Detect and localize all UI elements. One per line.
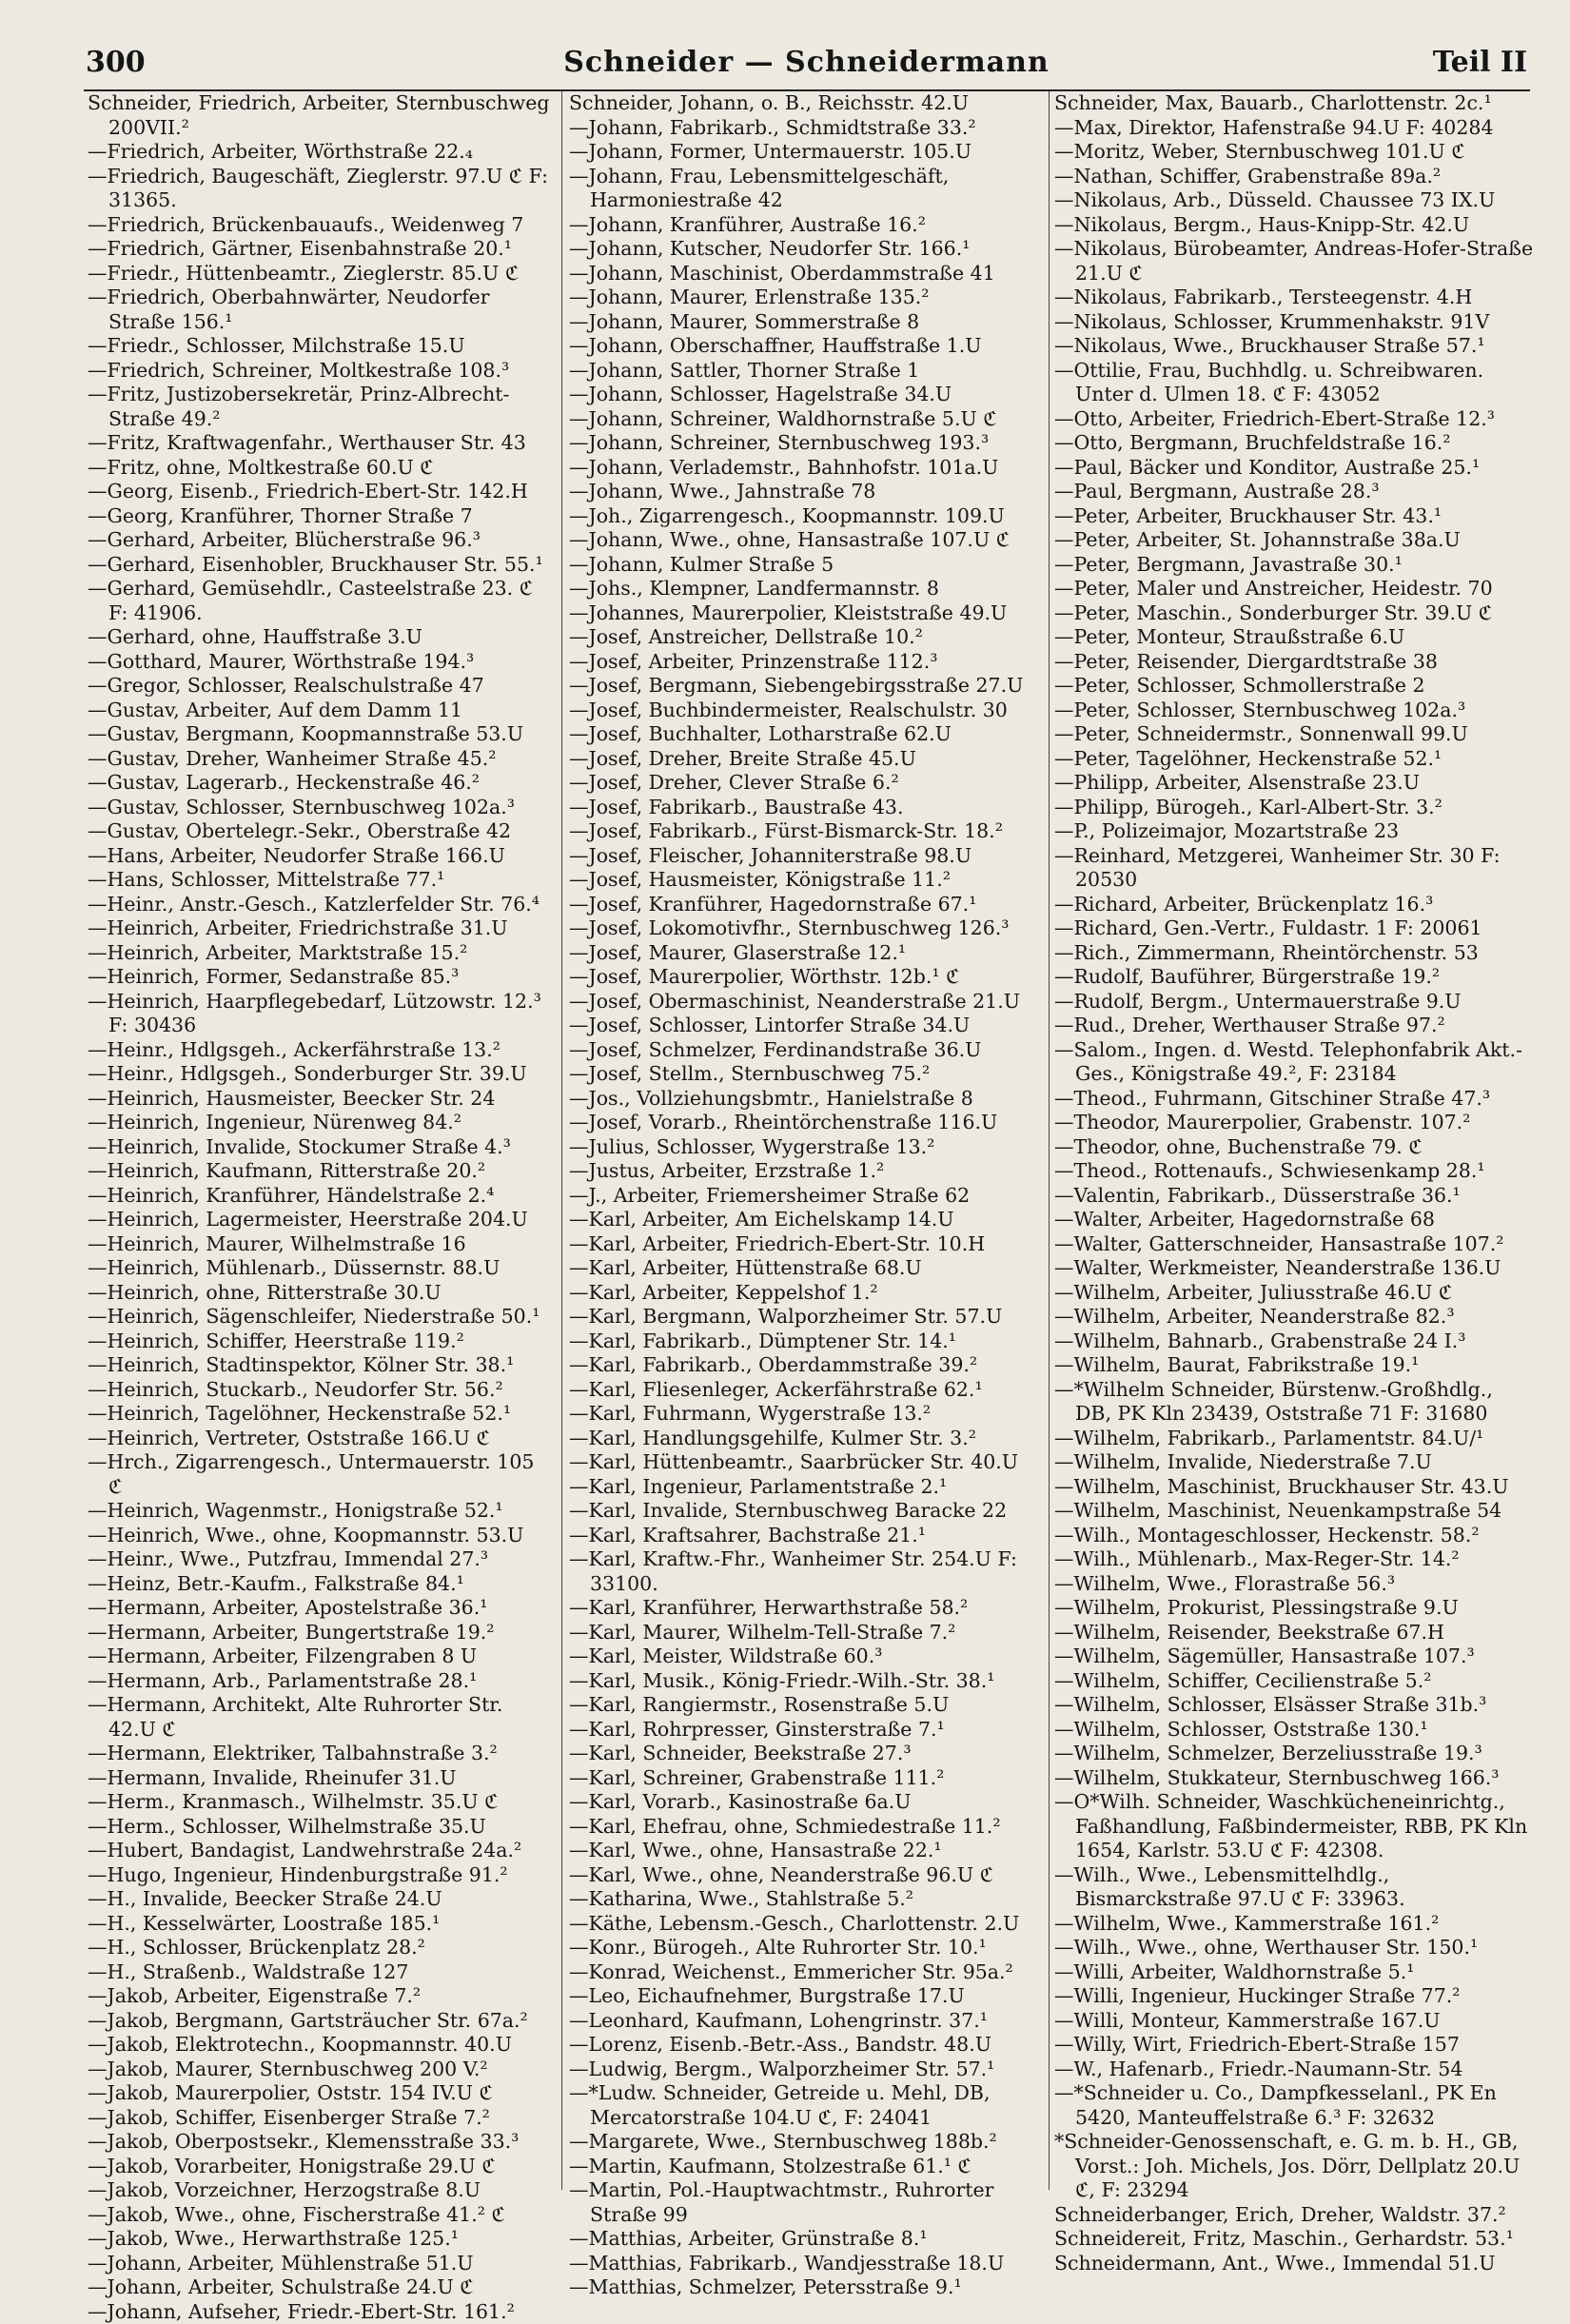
directory-entry: —Peter, Schlosser, Schmollerstraße 2 [1054, 674, 1535, 699]
directory-entry: —Walter, Gatterschneider, Hansastraße 107.² [1054, 1232, 1535, 1257]
directory-entry: —Karl, Fliesenleger, Ackerfährstraße 62.¹ [569, 1378, 1045, 1403]
directory-entry: —Otto, Bergmann, Bruchfeldstraße 16.² [1054, 431, 1535, 456]
directory-entry: —Gregor, Schlosser, Realschulstraße 47 [88, 674, 552, 699]
directory-entry: —Hans, Schlosser, Mittelstraße 77.¹ [88, 868, 552, 893]
directory-entry: —Karl, Rangiermstr., Rosenstraße 5.U [569, 1693, 1045, 1718]
directory-entry: —Johann, Schreiner, Sternbuschweg 193.³ [569, 431, 1045, 456]
page-number: 300 [86, 46, 146, 79]
directory-entry: Schneider, Johann, o. B., Reichsstr. 42.U [569, 91, 1045, 116]
directory-entry: —Nikolaus, Bergm., Haus-Knipp-Str. 42.U [1054, 213, 1535, 238]
directory-entry: —Georg, Kranführer, Thorner Straße 7 [88, 504, 552, 529]
directory-entry: —Hrch., Zigarrengesch., Untermauerstr. 105 ℭ [88, 1450, 552, 1499]
directory-entry: —P., Polizeimajor, Mozartstraße 23 [1054, 819, 1535, 844]
directory-entry: —Wilhelm, Schlosser, Oststraße 130.¹ [1054, 1718, 1535, 1743]
directory-entry: —Wilh., Mühlenarb., Max-Reger-Str. 14.² [1054, 1547, 1535, 1572]
directory-entry: —Johann, Oberschaffner, Hauffstraße 1.U [569, 334, 1045, 359]
directory-entry: —Wilhelm, Sägemüller, Hansastraße 107.³ [1054, 1645, 1535, 1669]
directory-entry: —Johannes, Maurerpolier, Kleiststraße 49.U [569, 601, 1045, 626]
directory-entry: —Wilh., Wwe., Lebensmittelhdlg., Bismarckstraße 97.U ℭ F: 33963. [1054, 1863, 1535, 1912]
directory-entry: —Gerhard, Arbeiter, Blücherstraße 96.³ [88, 528, 552, 553]
directory-entry: —Theodor, ohne, Buchenstraße 79. ℭ [1054, 1135, 1535, 1160]
directory-entry: —Gerhard, ohne, Hauffstraße 3.U [88, 625, 552, 650]
directory-entry: —Ottilie, Frau, Buchhdlg. u. Schreibwaren. Unter d. Ulmen 18. ℭ F: 43052 [1054, 359, 1535, 407]
directory-entry: —Jakob, Oberpostsekr., Klemensstraße 33.³ [88, 2130, 552, 2155]
directory-entry: —H., Kesselwärter, Loostraße 185.¹ [88, 1912, 552, 1937]
directory-entry: —Johann, Maurer, Sommerstraße 8 [569, 310, 1045, 335]
directory-entry: —Karl, Arbeiter, Keppelshof 1.² [569, 1281, 1045, 1306]
directory-entry: —H., Straßenb., Waldstraße 127 [88, 1960, 552, 1985]
directory-entry: Schneidermann, Ant., Wwe., Immendal 51.U [1054, 2252, 1535, 2276]
directory-entry: —Karl, Ehefrau, ohne, Schmiedestraße 11.² [569, 1815, 1045, 1840]
directory-entry: —H., Invalide, Beecker Straße 24.U [88, 1887, 552, 1912]
directory-entry: —Heinrich, Kranführer, Händelstraße 2.⁴ [88, 1184, 552, 1209]
directory-entry: —Wilhelm, Schmelzer, Berzeliusstraße 19.³ [1054, 1742, 1535, 1766]
page-title: Schneider — Schneidermann [86, 46, 1527, 79]
directory-entry: —Jakob, Bergmann, Gartsträucher Str. 67a.² [88, 2009, 552, 2034]
directory-entry: —Josef, Anstreicher, Dellstraße 10.² [569, 625, 1045, 650]
directory-entry: —Johs., Klempner, Landfermannstr. 8 [569, 577, 1045, 601]
directory-entry: —Nikolaus, Schlosser, Krummenhakstr. 91V [1054, 310, 1535, 335]
directory-entry: *Schneider-Genossenschaft, e. G. m. b. H., GB, Vorst.: Joh. Michels, Jos. Dörr, Dellplatz 20.U ℭ, F: 23294 [1054, 2130, 1535, 2203]
directory-entry: —Nathan, Schiffer, Grabenstraße 89a.² [1054, 165, 1535, 189]
directory-entry: —Josef, Kranführer, Hagedornstraße 67.¹ [569, 893, 1045, 917]
directory-entry: —Gustav, Obertelegr.-Sekr., Oberstraße 42 [88, 819, 552, 844]
directory-entry: —Walter, Arbeiter, Hagedornstraße 68 [1054, 1208, 1535, 1232]
directory-entry: —Jakob, Arbeiter, Eigenstraße 7.² [88, 1984, 552, 2009]
directory-entry: —Peter, Reisender, Diergardtstraße 38 [1054, 650, 1535, 675]
directory-entry: —Johann, Schlosser, Hagelstraße 34.U [569, 383, 1045, 407]
directory-entry: —Konrad, Weichenst., Emmericher Str. 95a.² [569, 1960, 1045, 1985]
directory-entry: —Gerhard, Gemüsehdlr., Casteelstraße 23. ℭ F: 41906. [88, 577, 552, 625]
directory-entry: —Johann, Aufseher, Friedr.-Ebert-Str. 161.² [88, 2300, 552, 2324]
directory-entry: —Max, Direktor, Hafenstraße 94.U F: 40284 [1054, 116, 1535, 141]
directory-entry: —Karl, Wwe., ohne, Hansastraße 22.¹ [569, 1839, 1045, 1863]
directory-entry: —Johann, Verlademstr., Bahnhofstr. 101a.U [569, 456, 1045, 481]
directory-entry: —Wilhelm, Fabrikarb., Parlamentstr. 84.U/¹ [1054, 1427, 1535, 1451]
directory-entry: —Hermann, Architekt, Alte Ruhrorter Str. 42.U ℭ [88, 1693, 552, 1742]
directory-entry: —Nikolaus, Fabrikarb., Tersteegenstr. 4.H [1054, 286, 1535, 310]
directory-entry: —Josef, Vorarb., Rheintörchenstraße 116.U [569, 1111, 1045, 1135]
directory-entry: —Karl, Fabrikarb., Dümptener Str. 14.¹ [569, 1329, 1045, 1354]
directory-entry: —Wilhelm, Wwe., Florastraße 56.³ [1054, 1572, 1535, 1597]
directory-entry: —Hans, Arbeiter, Neudorfer Straße 166.U [88, 844, 552, 869]
directory-entry: —Josef, Fleischer, Johanniterstraße 98.U [569, 844, 1045, 869]
directory-entry: —Heinr., Hdlgsgeh., Ackerfährstraße 13.² [88, 1038, 552, 1063]
directory-entry: —Heinrich, Hausmeister, Beecker Str. 24 [88, 1087, 552, 1112]
directory-entry: —Gotthard, Maurer, Wörthstraße 194.³ [88, 650, 552, 675]
directory-entry: —Johann, Arbeiter, Schulstraße 24.U ℭ [88, 2275, 552, 2300]
directory-entry: —Johann, Wwe., Jahnstraße 78 [569, 480, 1045, 504]
directory-entry: —Josef, Buchhalter, Lotharstraße 62.U [569, 722, 1045, 747]
directory-entry: —Wilhelm, Invalide, Niederstraße 7.U [1054, 1450, 1535, 1475]
directory-entry: —Karl, Kraftw.-Fhr., Wanheimer Str. 254.U F: 33100. [569, 1547, 1045, 1596]
directory-entry: —Wilhelm, Baurat, Fabrikstraße 19.¹ [1054, 1353, 1535, 1378]
directory-entry: Schneider, Friedrich, Arbeiter, Sternbuschweg 200VII.² [88, 91, 552, 140]
column-divider [561, 91, 562, 2190]
directory-entry: —Peter, Tagelöhner, Heckenstraße 52.¹ [1054, 747, 1535, 772]
directory-entry: —Richard, Gen.-Vertr., Fuldastr. 1 F: 20061 [1054, 916, 1535, 941]
directory-entry: —Matthias, Arbeiter, Grünstraße 8.¹ [569, 2227, 1045, 2252]
directory-entry: Schneiderbanger, Erich, Dreher, Waldstr. 37.² [1054, 2203, 1535, 2228]
directory-entry: —Heinrich, Former, Sedanstraße 85.³ [88, 965, 552, 990]
directory-entry: —Ludwig, Bergm., Walporzheimer Str. 57.¹ [569, 2058, 1045, 2082]
directory-entry: —Jakob, Vorzeichner, Herzogstraße 8.U [88, 2178, 552, 2203]
directory-entry: —Paul, Bergmann, Austraße 28.³ [1054, 480, 1535, 504]
directory-entry: —Wilhelm, Arbeiter, Juliusstraße 46.U ℭ [1054, 1281, 1535, 1306]
directory-entry: —Karl, Arbeiter, Friedrich-Ebert-Str. 10.H [569, 1232, 1045, 1257]
directory-entry: —Peter, Maschin., Sonderburger Str. 39.U ℭ [1054, 601, 1535, 626]
directory-entry: —Heinrich, Mühlenarb., Düssernstr. 88.U [88, 1256, 552, 1281]
directory-entry: —Hugo, Ingenieur, Hindenburgstraße 91.² [88, 1863, 552, 1888]
directory-entry: —Heinrich, Wagenmstr., Honigstraße 52.¹ [88, 1499, 552, 1524]
directory-entry: —Josef, Maurer, Glaserstraße 12.¹ [569, 941, 1045, 966]
directory-entry: —Wilhelm, Maschinist, Neuenkampstraße 54 [1054, 1499, 1535, 1524]
directory-entry: —Johann, Wwe., ohne, Hansastraße 107.U ℭ [569, 528, 1045, 553]
directory-entry: —Rich., Zimmermann, Rheintörchenstr. 53 [1054, 941, 1535, 966]
directory-entry: —Wilhelm, Maschinist, Bruckhauser Str. 43.U [1054, 1475, 1535, 1500]
directory-entry: —Johann, Sattler, Thorner Straße 1 [569, 359, 1045, 384]
column-3 [1054, 91, 1535, 2190]
directory-entry: —Josef, Schmelzer, Ferdinandstraße 36.U [569, 1038, 1045, 1063]
directory-entry: Schneidereit, Fritz, Maschin., Gerhardstr. 53.¹ [1054, 2227, 1535, 2252]
directory-entry: —Heinrich, Ingenieur, Nürenweg 84.² [88, 1111, 552, 1135]
directory-entry: —Martin, Pol.-Hauptwachtmstr., Ruhrorter Straße 99 [569, 2178, 1045, 2227]
directory-entry: —Josef, Bergmann, Siebengebirgsstraße 27.U [569, 674, 1045, 699]
directory-entry: —Jakob, Elektrotechn., Koopmannstr. 40.U [88, 2033, 552, 2058]
directory-entry: —Karl, Schreiner, Grabenstraße 111.² [569, 1766, 1045, 1791]
directory-entry: —Friedrich, Gärtner, Eisenbahnstraße 20.¹ [88, 237, 552, 262]
column-1 [88, 91, 552, 2190]
directory-entry: —Heinr., Anstr.-Gesch., Katzlerfelder Str. 76.⁴ [88, 893, 552, 917]
directory-entry: —Fritz, Justizobersekretär, Prinz-Albrecht-Straße 49.² [88, 383, 552, 431]
directory-entry: —Karl, Arbeiter, Am Eichelskamp 14.U [569, 1208, 1045, 1232]
directory-entry: —Heinr., Hdlgsgeh., Sonderburger Str. 39.U [88, 1062, 552, 1087]
directory-entry: —Josef, Schlosser, Lintorfer Straße 34.U [569, 1014, 1045, 1038]
directory-entry: —Fritz, ohne, Moltkestraße 60.U ℭ [88, 456, 552, 481]
page-header [86, 38, 1527, 86]
directory-entry: —Wilhelm, Schlosser, Elsässer Straße 31b.³ [1054, 1693, 1535, 1718]
directory-entry: —Hermann, Invalide, Rheinufer 31.U [88, 1766, 552, 1791]
directory-entry: —Josef, Buchbindermeister, Realschulstr. 30 [569, 699, 1045, 723]
directory-entry: —Wilhelm, Prokurist, Plessingstraße 9.U [1054, 1596, 1535, 1621]
directory-entry: —Jakob, Vorarbeiter, Honigstraße 29.U ℭ [88, 2155, 552, 2179]
directory-entry: —Gustav, Lagerarb., Heckenstraße 46.² [88, 771, 552, 796]
directory-entry: —Heinrich, Invalide, Stockumer Straße 4.³ [88, 1135, 552, 1160]
directory-entry: —Julius, Schlosser, Wygerstraße 13.² [569, 1135, 1045, 1160]
directory-entry: —Lorenz, Eisenb.-Betr.-Ass., Bandstr. 48.U [569, 2033, 1045, 2058]
directory-entry: —Richard, Arbeiter, Brückenplatz 16.³ [1054, 893, 1535, 917]
directory-entry: —Karl, Handlungsgehilfe, Kulmer Str. 3.² [569, 1427, 1045, 1451]
directory-entry: —Peter, Arbeiter, St. Johannstraße 38a.U [1054, 528, 1535, 553]
directory-entry: —Josef, Dreher, Clever Straße 6.² [569, 771, 1045, 796]
directory-entry: —Gustav, Schlosser, Sternbuschweg 102a.³ [88, 796, 552, 820]
directory-entry: —Josef, Stellm., Sternbuschweg 75.² [569, 1062, 1045, 1087]
directory-entry: —Heinrich, Tagelöhner, Heckenstraße 52.¹ [88, 1402, 552, 1427]
directory-entry: —Josef, Maurerpolier, Wörthstr. 12b.¹ ℭ [569, 965, 1045, 990]
directory-entry: —Martin, Kaufmann, Stolzestraße 61.¹ ℭ [569, 2155, 1045, 2179]
directory-entry: —Nikolaus, Wwe., Bruckhauser Straße 57.¹ [1054, 334, 1535, 359]
directory-entry: —Friedrich, Oberbahnwärter, Neudorfer Straße 156.¹ [88, 286, 552, 334]
directory-entry: —Willi, Ingenieur, Huckinger Straße 77.² [1054, 1984, 1535, 2009]
directory-entry: —H., Schlosser, Brückenplatz 28.² [88, 1936, 552, 1960]
directory-entry: —Josef, Lokomotivfhr., Sternbuschweg 126.³ [569, 916, 1045, 941]
directory-entry: —Karl, Arbeiter, Hüttenstraße 68.U [569, 1256, 1045, 1281]
directory-entry: —Karl, Ingenieur, Parlamentstraße 2.¹ [569, 1475, 1045, 1500]
directory-entry: —Walter, Werkmeister, Neanderstraße 136.U [1054, 1256, 1535, 1281]
directory-entry: —Gustav, Bergmann, Koopmannstraße 53.U [88, 722, 552, 747]
directory-entry: —Valentin, Fabrikarb., Düsserstraße 36.¹ [1054, 1184, 1535, 1209]
directory-entry: —Hubert, Bandagist, Landwehrstraße 24a.² [88, 1839, 552, 1863]
directory-entry: —Konr., Bürogeh., Alte Ruhrorter Str. 10.¹ [569, 1936, 1045, 1960]
directory-entry: —Matthias, Fabrikarb., Wandjesstraße 18.U [569, 2252, 1045, 2276]
directory-entry: —Johann, Kranführer, Austraße 16.² [569, 213, 1045, 238]
directory-entry: —Heinrich, Arbeiter, Friedrichstraße 31.U [88, 916, 552, 941]
directory-entry: —Reinhard, Metzgerei, Wanheimer Str. 30 F: 20530 [1054, 844, 1535, 893]
directory-entry: —Karl, Musik., König-Friedr.-Wilh.-Str. 38.¹ [569, 1669, 1045, 1694]
directory-entry: —Gerhard, Eisenhobler, Bruckhauser Str. 55.¹ [88, 553, 552, 578]
directory-entry: —J., Arbeiter, Friemersheimer Straße 62 [569, 1184, 1045, 1209]
directory-entry: —Jakob, Maurerpolier, Oststr. 154 IV.U ℭ [88, 2081, 552, 2106]
directory-entry: —Josef, Obermaschinist, Neanderstraße 21.U [569, 990, 1045, 1014]
directory-entry: —Philipp, Bürogeh., Karl-Albert-Str. 3.² [1054, 796, 1535, 820]
directory-entry: —Heinz, Betr.-Kaufm., Falkstraße 84.¹ [88, 1572, 552, 1597]
directory-entry: —Peter, Maler und Anstreicher, Heidestr. 70 [1054, 577, 1535, 601]
directory-entry: —Käthe, Lebensm.-Gesch., Charlottenstr. 2.U [569, 1912, 1045, 1937]
directory-entry: —Hermann, Arbeiter, Bungertstraße 19.² [88, 1621, 552, 1645]
directory-entry: Schneider, Max, Bauarb., Charlottenstr. 2c.¹ [1054, 91, 1535, 116]
directory-entry: —Rudolf, Bauführer, Bürgerstraße 19.² [1054, 965, 1535, 990]
directory-entry: —Hermann, Elektriker, Talbahnstraße 3.² [88, 1742, 552, 1766]
directory-entry: —Heinrich, Wwe., ohne, Koopmannstr. 53.U [88, 1524, 552, 1548]
directory-entry: —Salom., Ingen. d. Westd. Telephonfabrik Akt.-Ges., Königstraße 49.², F: 23184 [1054, 1038, 1535, 1087]
directory-entry: —Friedrich, Baugeschäft, Zieglerstr. 97.U ℭ F: 31365. [88, 165, 552, 213]
directory-entry: —Wilhelm, Stukkateur, Sternbuschweg 166.³ [1054, 1766, 1535, 1791]
directory-entry: —O*Wilh. Schneider, Waschkücheneinrichtg., Faßhandlung, Faßbindermeister, RBB, PK Kln 1654, Karlstr. 53.U ℭ F: 42308. [1054, 1790, 1535, 1863]
directory-entry: —Rudolf, Bergm., Untermauerstraße 9.U [1054, 990, 1535, 1014]
directory-entry: —Jakob, Wwe., Herwarthstraße 125.¹ [88, 2227, 552, 2252]
directory-entry: —Hermann, Arb., Parlamentstraße 28.¹ [88, 1669, 552, 1694]
directory-entry: —W., Hafenarb., Friedr.-Naumann-Str. 54 [1054, 2058, 1535, 2082]
directory-entry: —Friedr., Schlosser, Milchstraße 15.U [88, 334, 552, 359]
directory-entry: —Leo, Eichaufnehmer, Burgstraße 17.U [569, 1984, 1045, 2009]
column-divider [1049, 91, 1050, 2190]
directory-entry: —Johann, Schreiner, Waldhornstraße 5.U ℭ [569, 407, 1045, 432]
directory-entry: —Hermann, Arbeiter, Apostelstraße 36.¹ [88, 1596, 552, 1621]
directory-entry: —Josef, Hausmeister, Königstraße 11.² [569, 868, 1045, 893]
directory-entry: —Jakob, Maurer, Sternbuschweg 200 V.² [88, 2058, 552, 2082]
directory-entry: —Peter, Monteur, Straußstraße 6.U [1054, 625, 1535, 650]
directory-entry: —*Schneider u. Co., Dampfkesselanl., PK En 5420, Manteuffelstraße 6.³ F: 32632 [1054, 2081, 1535, 2130]
directory-entry: —Karl, Fuhrmann, Wygerstraße 13.² [569, 1402, 1045, 1427]
directory-entry: —Rud., Dreher, Werthauser Straße 97.² [1054, 1014, 1535, 1038]
directory-entry: —Johann, Kutscher, Neudorfer Str. 166.¹ [569, 237, 1045, 262]
directory-entry: —Justus, Arbeiter, Erzstraße 1.² [569, 1159, 1045, 1184]
directory-entry: —Theod., Fuhrmann, Gitschiner Straße 47.³ [1054, 1087, 1535, 1112]
directory-entry: —Karl, Rohrpresser, Ginsterstraße 7.¹ [569, 1718, 1045, 1743]
directory-entry: —Hermann, Arbeiter, Filzengraben 8 U [88, 1645, 552, 1669]
directory-entry: —Johann, Arbeiter, Mühlenstraße 51.U [88, 2252, 552, 2276]
directory-entry: —Wilhelm, Reisender, Beekstraße 67.H [1054, 1621, 1535, 1645]
directory-entry: —Josef, Fabrikarb., Baustraße 43. [569, 796, 1045, 820]
directory-entry: —Nikolaus, Bürobeamter, Andreas-Hofer-Straße 21.U ℭ [1054, 237, 1535, 286]
directory-entry: —Friedrich, Schreiner, Moltkestraße 108.³ [88, 359, 552, 384]
directory-entry: —Karl, Invalide, Sternbuschweg Baracke 22 [569, 1499, 1045, 1524]
directory-entry: —Heinr., Wwe., Putzfrau, Immendal 27.³ [88, 1547, 552, 1572]
directory-entry: —Willi, Monteur, Kammerstraße 167.U [1054, 2009, 1535, 2034]
directory-entry: —Heinrich, ohne, Ritterstraße 30.U [88, 1281, 552, 1306]
directory-entry: —Wilh., Montageschlosser, Heckenstr. 58.² [1054, 1524, 1535, 1548]
directory-entry: —Georg, Eisenb., Friedrich-Ebert-Str. 142.H [88, 480, 552, 504]
directory-entry: —Theod., Rottenaufs., Schwiesenkamp 28.¹ [1054, 1159, 1535, 1184]
directory-entry: —Heinrich, Stuckarb., Neudorfer Str. 56.² [88, 1378, 552, 1403]
directory-entry: —Josef, Arbeiter, Prinzenstraße 112.³ [569, 650, 1045, 675]
directory-entry: —Josef, Dreher, Breite Straße 45.U [569, 747, 1045, 772]
directory-entry: —Heinrich, Stadtinspektor, Kölner Str. 38.¹ [88, 1353, 552, 1378]
directory-entry: —Karl, Hüttenbeamtr., Saarbrücker Str. 40.U [569, 1450, 1045, 1475]
directory-entry: —Nikolaus, Arb., Düsseld. Chaussee 73 IX.U [1054, 188, 1535, 213]
directory-entry: —Wilh., Wwe., ohne, Werthauser Str. 150.¹ [1054, 1936, 1535, 1960]
directory-entry: —Karl, Maurer, Wilhelm-Tell-Straße 7.² [569, 1621, 1045, 1645]
directory-entry: —Karl, Wwe., ohne, Neanderstraße 96.U ℭ [569, 1863, 1045, 1888]
directory-entry: —Josef, Fabrikarb., Fürst-Bismarck-Str. 18.² [569, 819, 1045, 844]
directory-entry: —Peter, Bergmann, Javastraße 30.¹ [1054, 553, 1535, 578]
directory-entry: —Karl, Fabrikarb., Oberdammstraße 39.² [569, 1353, 1045, 1378]
directory-entry: —Karl, Bergmann, Walporzheimer Str. 57.U [569, 1305, 1045, 1329]
directory-entry: —Wilhelm, Schiffer, Cecilienstraße 5.² [1054, 1669, 1535, 1694]
directory-entry: —Johann, Maschinist, Oberdammstraße 41 [569, 262, 1045, 286]
directory-entry: —Peter, Arbeiter, Bruckhauser Str. 43.¹ [1054, 504, 1535, 529]
directory-entry: —Karl, Kranführer, Herwarthstraße 58.² [569, 1596, 1045, 1621]
directory-entry: —Friedr., Hüttenbeamtr., Zieglerstr. 85.U ℭ [88, 262, 552, 286]
directory-entry: —*Wilhelm Schneider, Bürstenw.-Großhdlg., DB, PK Kln 23439, Oststraße 71 F: 31680 [1054, 1378, 1535, 1427]
directory-entry: —Otto, Arbeiter, Friedrich-Ebert-Straße 12.³ [1054, 407, 1535, 432]
directory-entry: —Heinrich, Schiffer, Heerstraße 119.² [88, 1329, 552, 1354]
directory-entry: —Heinrich, Kaufmann, Ritterstraße 20.² [88, 1159, 552, 1184]
directory-entry: —*Ludw. Schneider, Getreide u. Mehl, DB, Mercatorstraße 104.U ℭ, F: 24041 [569, 2081, 1045, 2130]
directory-entry: —Friedrich, Brückenbauaufs., Weidenweg 7 [88, 213, 552, 238]
directory-entry: —Fritz, Kraftwagenfahr., Werthauser Str. 43 [88, 431, 552, 456]
directory-entry: —Paul, Bäcker und Konditor, Austraße 25.¹ [1054, 456, 1535, 481]
column-2 [569, 91, 1045, 2190]
directory-entry: —Wilhelm, Wwe., Kammerstraße 161.² [1054, 1912, 1535, 1937]
directory-entry: —Moritz, Weber, Sternbuschweg 101.U ℭ [1054, 140, 1535, 165]
directory-entry: —Willy, Wirt, Friedrich-Ebert-Straße 157 [1054, 2033, 1535, 2058]
directory-entry: —Friedrich, Arbeiter, Wörthstraße 22.₄ [88, 140, 552, 165]
directory-entry: —Heinrich, Maurer, Wilhelmstraße 16 [88, 1232, 552, 1257]
directory-entry: —Karl, Schneider, Beekstraße 27.³ [569, 1742, 1045, 1766]
directory-entry: —Peter, Schneidermstr., Sonnenwall 99.U [1054, 722, 1535, 747]
directory-entry: —Johann, Frau, Lebensmittelgeschäft, Harmoniestraße 42 [569, 165, 1045, 213]
directory-entry: —Wilhelm, Arbeiter, Neanderstraße 82.³ [1054, 1305, 1535, 1329]
directory-entry: —Heinrich, Haarpflegebedarf, Lützowstr. 12.³ F: 30436 [88, 990, 552, 1038]
directory-entry: —Jakob, Schiffer, Eisenberger Straße 7.² [88, 2106, 552, 2131]
directory-entry: —Gustav, Arbeiter, Auf dem Damm 11 [88, 699, 552, 723]
directory-entry: —Herm., Schlosser, Wilhelmstraße 35.U [88, 1815, 552, 1840]
directory-entry: —Johann, Kulmer Straße 5 [569, 553, 1045, 578]
directory-entry: —Margarete, Wwe., Sternbuschweg 188b.² [569, 2130, 1045, 2155]
directory-entry: —Philipp, Arbeiter, Alsenstraße 23.U [1054, 771, 1535, 796]
directory-entry: —Jakob, Wwe., ohne, Fischerstraße 41.² ℭ [88, 2203, 552, 2228]
directory-entry: —Jos., Vollziehungsbmtr., Hanielstraße 8 [569, 1087, 1045, 1112]
directory-entry: —Karl, Meister, Wildstraße 60.³ [569, 1645, 1045, 1669]
directory-entry: —Heinrich, Sägenschleifer, Niederstraße 50.¹ [88, 1305, 552, 1329]
directory-entry: —Theodor, Maurerpolier, Grabenstr. 107.² [1054, 1111, 1535, 1135]
directory-entry: —Wilhelm, Bahnarb., Grabenstraße 24 I.³ [1054, 1329, 1535, 1354]
directory-entry: —Heinrich, Vertreter, Oststraße 166.U ℭ [88, 1427, 552, 1451]
directory-entry: —Karl, Vorarb., Kasinostraße 6a.U [569, 1790, 1045, 1815]
directory-entry: —Heinrich, Arbeiter, Marktstraße 15.² [88, 941, 552, 966]
directory-entry: —Johann, Former, Untermauerstr. 105.U [569, 140, 1045, 165]
directory-entry: —Leonhard, Kaufmann, Lohengrinstr. 37.¹ [569, 2009, 1045, 2034]
directory-entry: —Herm., Kranmasch., Wilhelmstr. 35.U ℭ [88, 1790, 552, 1815]
directory-entry: —Peter, Schlosser, Sternbuschweg 102a.³ [1054, 699, 1535, 723]
directory-entry: —Karl, Kraftsahrer, Bachstraße 21.¹ [569, 1524, 1045, 1548]
directory-entry: —Gustav, Dreher, Wanheimer Straße 45.² [88, 747, 552, 772]
directory-entry: —Johann, Maurer, Erlenstraße 135.² [569, 286, 1045, 310]
directory-entry: —Joh., Zigarrengesch., Koopmannstr. 109.U [569, 504, 1045, 529]
directory-entry: —Johann, Fabrikarb., Schmidtstraße 33.² [569, 116, 1045, 141]
directory-entry: —Heinrich, Lagermeister, Heerstraße 204.U [88, 1208, 552, 1232]
part-label: Teil II [1433, 46, 1527, 79]
directory-entry: —Matthias, Schmelzer, Petersstraße 9.¹ [569, 2275, 1045, 2300]
directory-entry: —Katharina, Wwe., Stahlstraße 5.² [569, 1887, 1045, 1912]
directory-entry: —Willi, Arbeiter, Waldhornstraße 5.¹ [1054, 1960, 1535, 1985]
